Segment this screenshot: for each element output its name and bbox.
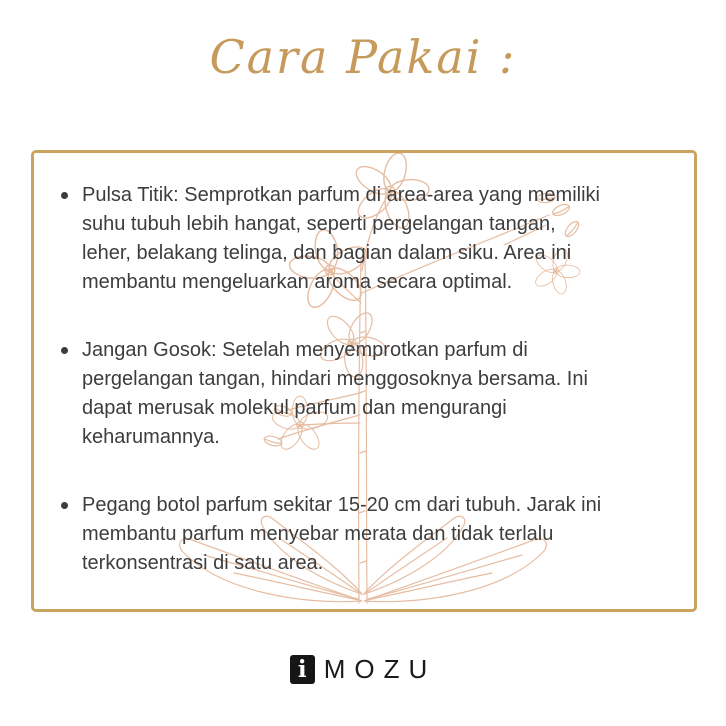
instruction-card xyxy=(31,150,697,612)
list-item-line: keharumannya. xyxy=(82,426,220,448)
list-item-line: membantu mengeluarkan aroma secara optimal. xyxy=(82,271,513,293)
instruction-list xyxy=(54,181,670,578)
brand-logo xyxy=(0,654,726,685)
list-item-line: dapat merusak molekul parfum dan mengurangi xyxy=(82,397,507,419)
logo-text: MOZU xyxy=(323,654,437,684)
list-item-line: Jangan Gosok: Setelah menyemprotkan parfum di xyxy=(82,339,528,361)
list-item-line: leher, belakang telinga, dan bagian dalam siku. Area ini xyxy=(82,242,572,264)
card-content xyxy=(34,153,694,578)
list-item xyxy=(82,181,670,297)
list-item-line: suhu tubuh lebih hangat, seperti pergelangan tangan, xyxy=(82,213,556,235)
list-item-line: Pegang botol parfum sekitar 15-20 cm dari tubuh. Jarak ini xyxy=(82,494,602,516)
list-item-line: Pulsa Titik: Semprotkan parfum di area-area yang memiliki xyxy=(82,184,600,206)
list-item-line: pergelangan tangan, hindari menggosoknya bersama. Ini xyxy=(82,368,588,390)
list-item-line: terkonsentrasi di satu area. xyxy=(82,552,324,574)
list-item xyxy=(82,336,670,452)
list-item xyxy=(82,491,670,578)
logo-mark-icon: i xyxy=(290,655,315,684)
page-title: Cara Pakai : xyxy=(209,30,517,84)
list-item-line: membantu parfum menyebar merata dan tidak terlalu xyxy=(82,523,554,545)
